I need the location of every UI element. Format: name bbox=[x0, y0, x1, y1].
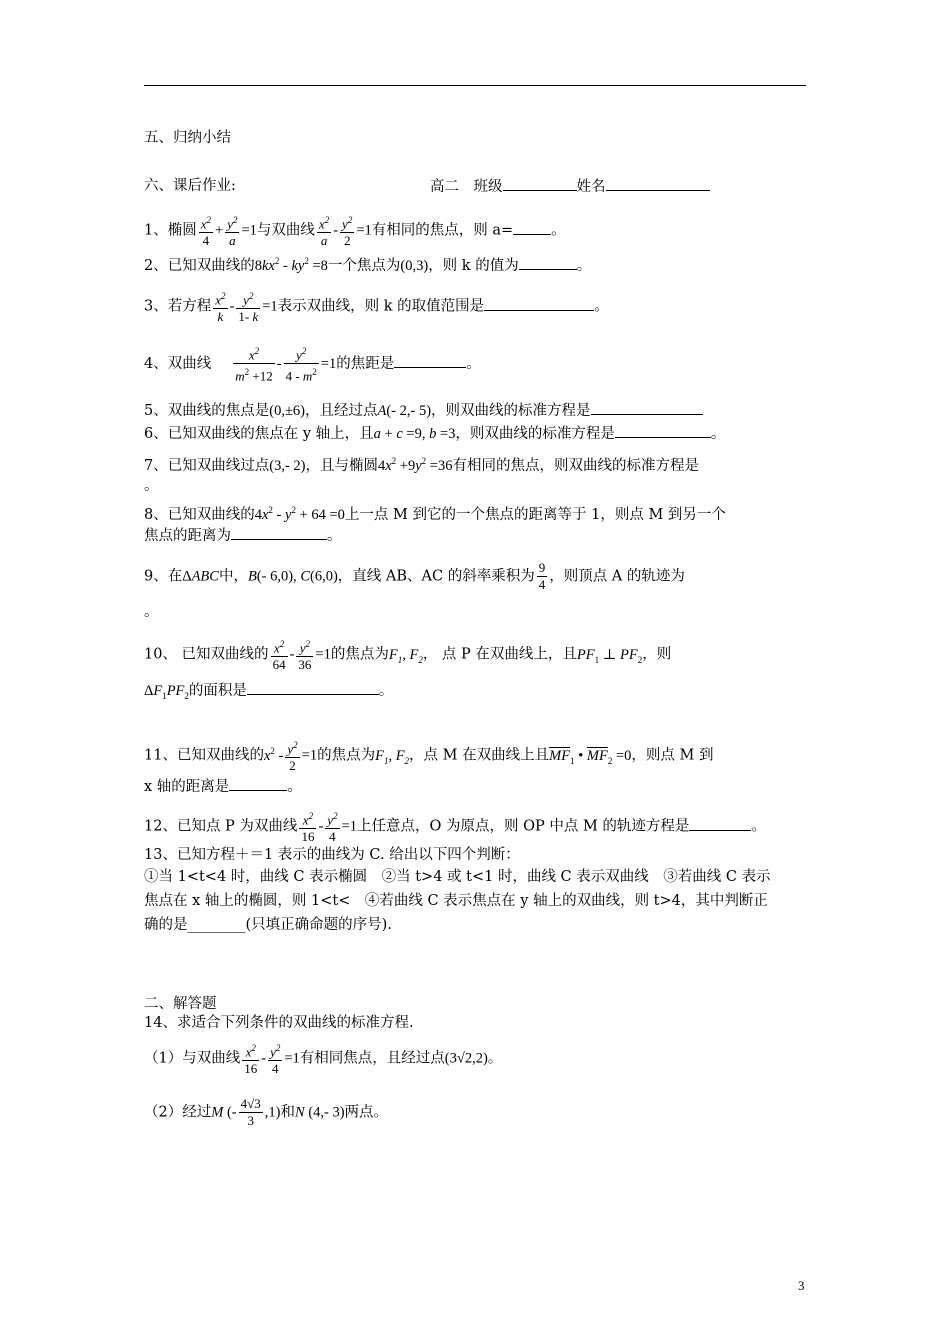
answer-blank[interactable] bbox=[247, 680, 379, 695]
fraction: $\frac{y^2}{1- k}$ bbox=[236, 288, 260, 325]
fraction: $\frac{x^2}{m^2 +12}$ bbox=[233, 343, 274, 385]
question-9-end: 。 bbox=[144, 604, 159, 620]
question-9: 9、在ΔABC中，B(- 6,0), C(6,0)，直线 AB、AC 的斜率乘积为 $\frac{9}{4}$ ，则顶点 A 的轨迹为 bbox=[144, 560, 685, 592]
question-2: 2、已知双曲线的$8kx^2 - ky^2 =8$一个焦点为(0,3)，则 k 的值为 。 bbox=[144, 256, 592, 274]
answer-blank[interactable] bbox=[229, 776, 287, 791]
fraction: $\frac{y^2}{4}$ bbox=[325, 808, 339, 845]
question-13-line2: ①当 1<t<4 时，曲线 C 表示椭圆 ②当 t>4 或 t<1 时，曲线 C 表示双曲线 ③若曲线 C 表示 bbox=[144, 869, 771, 885]
question-13-line1: 13、已知方程＋＝1 表示的曲线为 C. 给出以下四个判断： bbox=[144, 847, 520, 863]
question-8-line2: 焦点的距离为 。 bbox=[144, 525, 342, 546]
answer-blank[interactable] bbox=[394, 353, 466, 368]
fraction: $\frac{y^2}{36}$ bbox=[296, 636, 313, 673]
header-rule bbox=[144, 85, 806, 86]
fraction: $\frac{x^2}{k}$ bbox=[213, 288, 227, 325]
question-7-end: 。 bbox=[144, 478, 159, 494]
class-label: 高二 班级 bbox=[430, 179, 503, 195]
section-answers: 二、解答题 bbox=[144, 996, 217, 1012]
question-13-line3: 焦点在 x 轴上的椭圆，则 1<t< ④若曲线 C 表示焦点在 y 轴上的双曲线，则 t>4，其中判断正 bbox=[144, 893, 768, 909]
fraction: $\frac{9}{4}$ bbox=[538, 560, 546, 592]
question-5: 5、双曲线的焦点是(0,±6)，且经过点A(- 2,- 5)，则双曲线的标准方程是 bbox=[144, 400, 703, 421]
name-blank[interactable] bbox=[606, 176, 710, 191]
fraction: $\frac{y^2}{4}$ bbox=[268, 1040, 282, 1077]
question-14-2: （2）经过M (- $\frac{4√3}{3}$ ,1)和N (4,- 3)两点。 bbox=[144, 1096, 389, 1128]
answer-blank[interactable] bbox=[513, 220, 551, 235]
fraction: $\frac{y^2}{2}$ bbox=[340, 212, 354, 249]
page-number: 3 bbox=[798, 1278, 805, 1293]
answer-blank[interactable] bbox=[231, 525, 327, 540]
fraction: $\frac{4√3}{3}$ bbox=[240, 1096, 261, 1128]
answer-blank[interactable] bbox=[484, 296, 594, 311]
question-11-line2: x 轴的距离是 。 bbox=[144, 776, 302, 797]
answer-blank[interactable] bbox=[689, 816, 751, 831]
question-12: 12、已知点 P 为双曲线 $\frac{x^2}{16}$ - $\frac{y^2}{4}$ =1上任意点，O 为原点，则 OP 中点 M 的轨迹方程是 。 bbox=[144, 808, 766, 845]
question-10: 10、 已知双曲线的 $\frac{x^2}{64}$ - $\frac{y^2}{36}$ =1的焦点为$F_1$, $F_2$， 点 P 在双曲线上，且$PF_1$ ⊥ $PF_2$，则 bbox=[144, 636, 671, 673]
fraction: $\frac{x^2}{4}$ bbox=[199, 212, 213, 249]
question-6: 6、已知双曲线的焦点在 y 轴上，且a + c =9, b =3，则双曲线的标准方程是 。 bbox=[144, 423, 725, 444]
section-homework: 六、课后作业: bbox=[144, 178, 236, 194]
question-3: 3、若方程 $\frac{x^2}{k}$ - $\frac{y^2}{1- k}$ =1表示双曲线，则 k 的取值范围是 。 bbox=[144, 288, 609, 325]
fraction: $\frac{x^2}{16}$ bbox=[242, 1040, 259, 1077]
answer-blank[interactable] bbox=[591, 400, 703, 415]
question-14: 14、求适合下列条件的双曲线的标准方程. bbox=[144, 1015, 414, 1031]
question-7: 7、已知双曲线过点(3,- 2)，且与椭圆$4x^2 +9y^2 =36$有相同的焦点，则双曲线的标准方程是 bbox=[144, 456, 699, 474]
question-10-line2: $\Delta F_1PF_2$的面积是 。 bbox=[144, 680, 393, 706]
answer-blank[interactable] bbox=[519, 255, 577, 270]
section-summary: 五、归纳小结 bbox=[144, 130, 231, 146]
fraction: $\frac{x^2}{64}$ bbox=[271, 636, 288, 673]
fraction: $\frac{x^2}{16}$ bbox=[299, 808, 316, 845]
question-1: 1、椭圆 $\frac{x^2}{4}$ + $\frac{y^2}{a}$ =1与双曲线 $\frac{x^2}{a}$ - $\frac{y^2}{2}$ =1有相同的焦点，则 a= 。 bbox=[144, 212, 566, 249]
fraction: $\frac{y^2}{4 - m^2}$ bbox=[284, 343, 319, 385]
fraction: $\frac{y^2}{a}$ bbox=[225, 212, 239, 249]
name-label: 姓名 bbox=[576, 179, 606, 195]
class-blank[interactable] bbox=[503, 176, 577, 191]
answer-blank[interactable] bbox=[615, 423, 711, 438]
fraction: $\frac{x^2}{a}$ bbox=[317, 212, 331, 249]
question-8: 8、已知双曲线的$4x^2 - y^2 + 64 =0$上一点 M 到它的一个焦点的距离等于 1，则点 M 到另一个 bbox=[144, 505, 726, 523]
fraction: $\frac{y^2}{2}$ bbox=[285, 737, 299, 774]
student-info bbox=[430, 176, 710, 197]
question-13-line4: 确的是________(只填正确命题的序号). bbox=[144, 917, 392, 933]
question-11: 11、已知双曲线的$x^2$ - $\frac{y^2}{2}$ =1的焦点为$F_1$, $F_2$，点 M 在双曲线上且$\overline{MF}_1$ • $\overline{MF}_2 =0$，则点 M 到 bbox=[144, 737, 713, 774]
question-14-1: （1）与双曲线 $\frac{x^2}{16}$ - $\frac{y^2}{4}$ =1有相同焦点，且经过点(3√2,2)。 bbox=[144, 1040, 502, 1077]
question-4: 4、双曲线 $\frac{x^2}{m^2 +12}$ - $\frac{y^2}{4 - m^2}$ =1的焦距是 。 bbox=[144, 343, 481, 385]
